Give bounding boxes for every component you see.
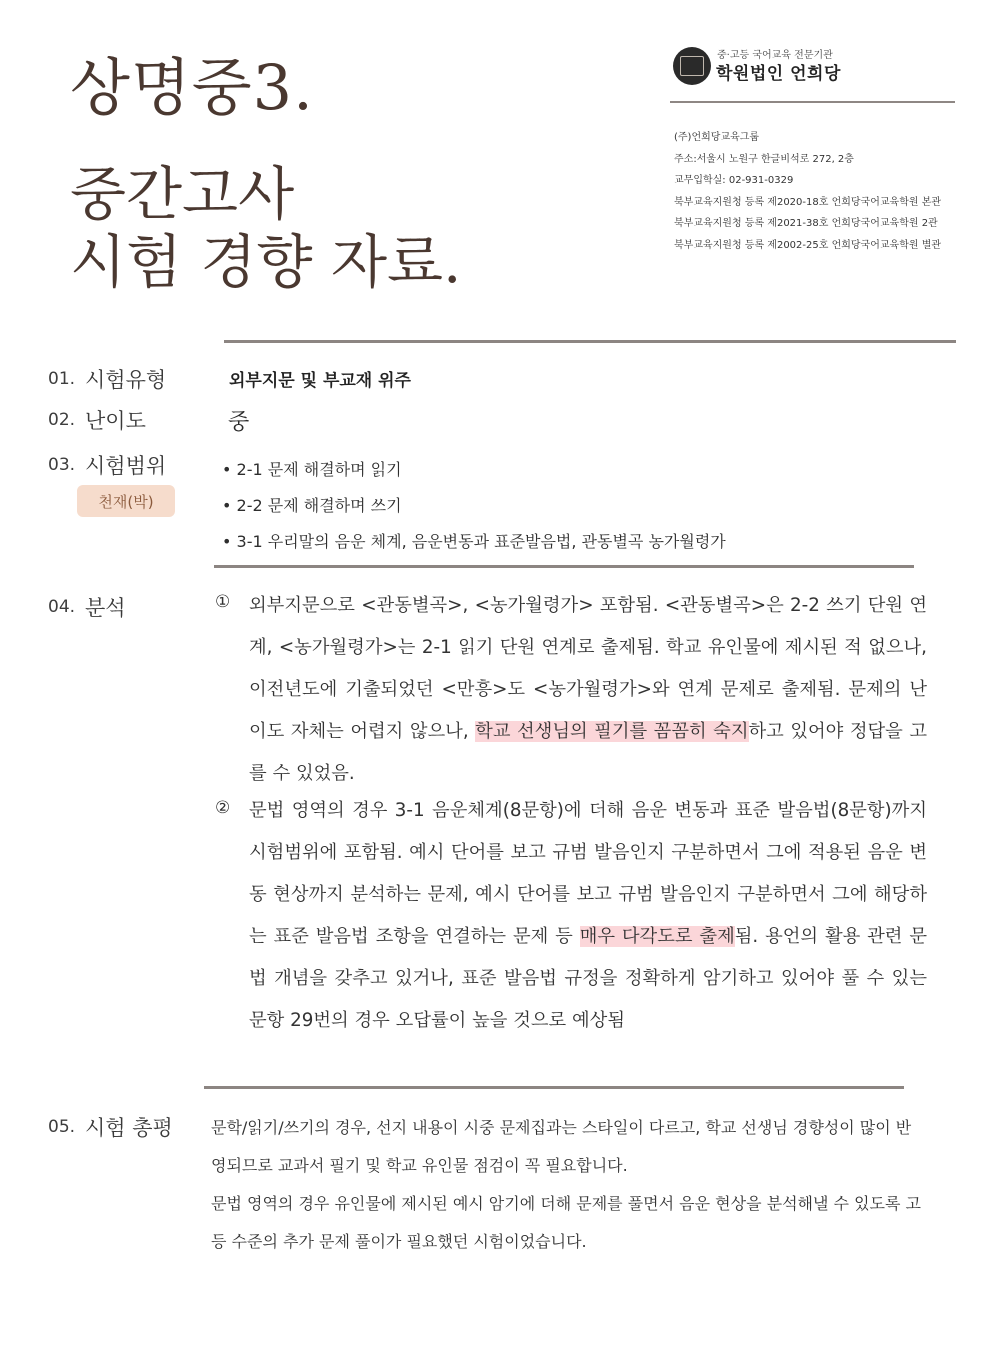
title-exam bbox=[70, 160, 461, 296]
overall-review bbox=[211, 1109, 921, 1261]
section-label-range: 시험범위 bbox=[85, 454, 167, 478]
info-line: 북부교육지원청 등록 제2020-18호 언희당국어교육학원 본관 bbox=[674, 196, 942, 208]
section-divider bbox=[204, 1086, 904, 1089]
section-label-overall: 시험 총평 bbox=[85, 1116, 173, 1140]
range-item: • 3-1 우리말의 음운 체계, 음운변동과 표준발음법, 관동별곡 농가월령가 bbox=[222, 532, 726, 551]
section-divider-top bbox=[224, 340, 956, 343]
title-line-3: 시험 경향 자료. bbox=[70, 228, 462, 296]
brand-divider bbox=[670, 101, 955, 103]
section-number-01: 01. bbox=[48, 369, 76, 389]
academy-logo-icon bbox=[673, 47, 711, 85]
brand-tagline: 중·고등 국어교육 전문기관 bbox=[717, 50, 833, 61]
overall-paragraph: 문학/읽기/쓰기의 경우, 선지 내용이 시중 문제집과는 스타일이 다르고, 학교 선생님 경향성이 많이 반영되므로 교과서 필기 및 학교 유인물 점검이 꼭 필요합니다. bbox=[211, 1118, 912, 1175]
textbook-badge: 천재(박) bbox=[77, 485, 175, 517]
info-line: 주소:서울시 노원구 한글비석로 272, 2층 bbox=[674, 153, 854, 165]
analysis-marker-1: ① bbox=[215, 592, 231, 612]
section-number-03: 03. bbox=[48, 455, 76, 475]
brand-info bbox=[674, 127, 941, 256]
analysis-marker-2: ② bbox=[215, 798, 231, 818]
highlight-text: 매우 다각도로 출제 bbox=[579, 926, 735, 947]
analysis-paragraph-2: 문법 영역의 경우 3-1 음운체계(8문항)에 더해 음운 변동과 표준 발음법(8문항)까지 시험범위에 포함됨. 예시 단어를 보고 규범 발음인지 구분하면서 그에 적용된 음운 변동 현상까지 분석하는 문제, 예시 단어를 보고 규범 발음인지 구분하면서 그에 해당하는 표준 발음법 조항을 연결하는 문제 등 매우 다각도로 출제됨. 용언의 활용 관련 문법 개념을 갖추고 있거나, 표준 발음법 규정을 정확하게 암기하고 있어야 풀 수 있는 문항 29번의 경우 오답률이 높을 것으로 예상됨 bbox=[249, 800, 928, 1031]
difficulty-value: 중 bbox=[228, 410, 250, 435]
section-number-04: 04. bbox=[48, 597, 76, 617]
section-number-02: 02. bbox=[48, 410, 76, 430]
range-item: • 2-1 문제 해결하며 읽기 bbox=[222, 460, 402, 479]
section-number-05: 05. bbox=[48, 1117, 76, 1137]
section-label-type: 시험유형 bbox=[85, 368, 167, 392]
analysis-paragraph-1: 외부지문으로 <관동별곡>, <농가월령가> 포함됨. <관동별곡>은 2-2 쓰기 단원 연계, <농가월령가>는 2-1 읽기 단원 연계로 출제됨. 학교 유인물에 제시된 적 없으나, 이전년도에 기출되었던 <만흥>도 <농가월령가>와 연계 문제로 출제됨. 문제의 난이도 자체는 어렵지 않으나, 학교 선생님의 필기를 꼼꼼히 숙지하고 있어야 정답을 고를 수 있었음. bbox=[249, 595, 928, 784]
section-label-analysis: 분석 bbox=[85, 596, 126, 620]
overall-paragraph: 문법 영역의 경우 유인물에 제시된 예시 암기에 더해 문제를 풀면서 음운 현상을 분석해낼 수 있도록 고등 수준의 추가 문제 풀이가 필요했던 시험이었습니다. bbox=[211, 1194, 921, 1251]
highlight-text: 학교 선생님의 필기를 꼼꼼히 숙지 bbox=[475, 721, 749, 742]
info-line: (주)언희당교육그룹 bbox=[674, 132, 760, 143]
info-line: 북부교육지원청 등록 제2021-38호 언희당국어교육학원 2관 bbox=[674, 218, 938, 229]
range-item: • 2-2 문제 해결하며 쓰기 bbox=[222, 496, 402, 515]
range-list bbox=[222, 452, 726, 560]
info-line: 북부교육지원청 등록 제2002-25호 언희당국어교육학원 별관 bbox=[674, 239, 942, 251]
info-line: 교무입학실: 02-931-0329 bbox=[674, 175, 794, 186]
title-line-2: 중간고사 bbox=[70, 160, 295, 228]
section-label-difficulty: 난이도 bbox=[85, 409, 146, 433]
brand-name: 학원법인 언희당 bbox=[716, 64, 841, 84]
title-school: 상명중3. bbox=[70, 51, 314, 124]
exam-type-value: 외부지문 및 부교재 위주 bbox=[229, 371, 411, 391]
section-divider bbox=[214, 565, 914, 568]
